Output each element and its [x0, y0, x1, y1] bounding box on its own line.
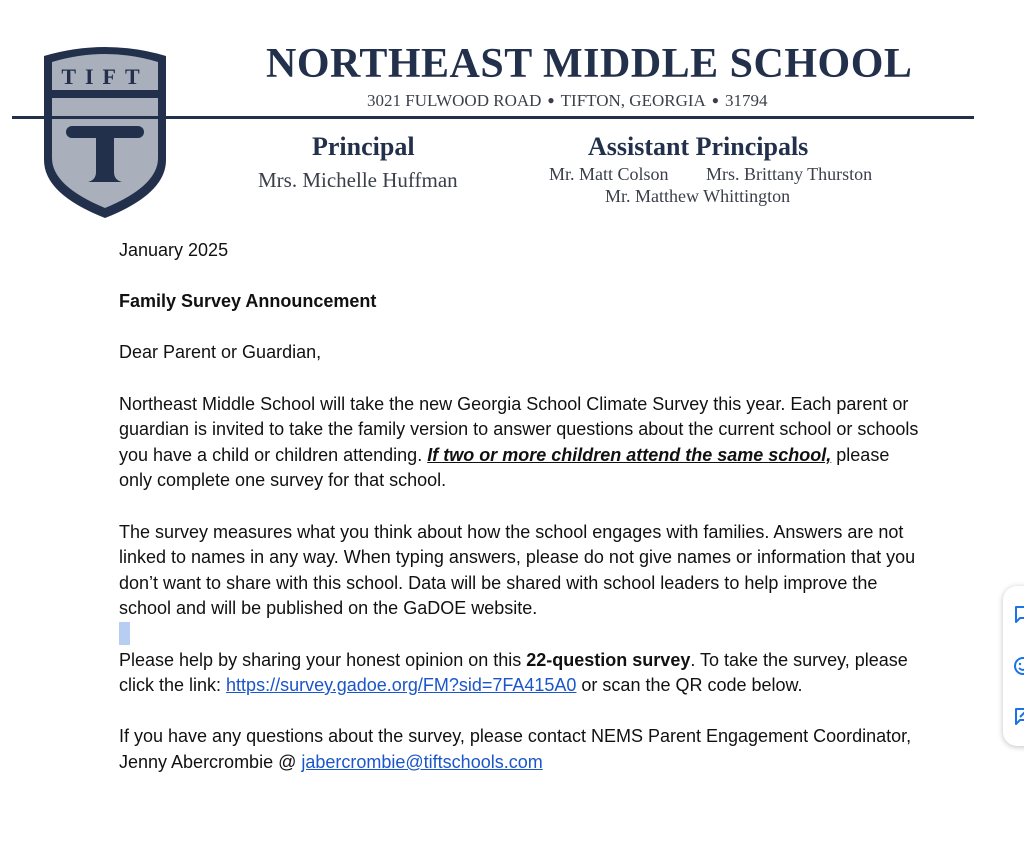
paragraph-text: If you have any questions about the survey, please contact NEMS Parent Engagement Coordinator, Jenny Abercrombie @ [119, 726, 912, 772]
text-selection-cursor [119, 622, 130, 645]
paragraph-text: Please help by sharing your honest opinion on this [119, 649, 527, 670]
paragraph-text: . To take the survey, please click the link: [119, 649, 908, 696]
assistant-principal-name: Mr. Matt Colson [549, 164, 669, 184]
letterhead-divider [12, 116, 974, 119]
principal-name: Mrs. Michelle Huffman [258, 168, 458, 192]
text-cursor-line[interactable] [119, 622, 919, 648]
address-street: 3021 FULWOOD ROAD [367, 91, 542, 110]
paragraph-text: Northeast Middle School will take the new Georgia School Climate Survey this year. Each parent or guardian is invited to take the family version to answer questions about the current school or schools you have a child or children attending. [119, 393, 919, 465]
paragraph-survey-privacy: The survey measures what you think about how the school engages with families. Answers are not linked to names in any way. When typing answers, please do not give names or information that you don’t want to share with this school. Data will be shared with school leaders to help improve the school and will be published on the GaDOE website. [119, 521, 916, 619]
school-name: NORTHEAST MIDDLE SCHOOL [266, 41, 913, 87]
emoji-icon[interactable] [1013, 656, 1024, 676]
letter-date: January 2025 [119, 240, 229, 260]
letter-greeting: Dear Parent or Guardian, [119, 342, 322, 363]
principal-title: Principal [312, 132, 415, 161]
address-zip: 31794 [725, 91, 768, 110]
address-city: TIFTON, GEORGIA [560, 91, 706, 110]
school-address: 3021 FULWOOD ROAD ● TIFTON, GEORGIA ● 31794 [367, 91, 768, 110]
paragraph-text: or scan the QR code below. [576, 675, 803, 696]
assistant-principal-name: Mrs. Brittany Thurston [706, 164, 873, 184]
survey-length-text: 22-question survey [526, 649, 691, 670]
add-comment-icon[interactable] [1013, 604, 1024, 624]
survey-link[interactable]: https://survey.gadoe.org/FM?sid=7FA415A0 [226, 675, 577, 696]
letterhead [0, 0, 1024, 230]
paragraph-text: please only complete one survey for that school. [119, 444, 890, 491]
paragraph-survey-link [119, 648, 919, 699]
paragraph-survey-intro [119, 392, 919, 494]
paragraph-contact [119, 724, 919, 775]
letter-body [119, 238, 919, 801]
letter-subject: Family Survey Announcement [119, 291, 377, 312]
contact-email-link[interactable]: jabercrombie@tiftschools.com [301, 751, 543, 772]
shield-text: TIFT [61, 64, 149, 89]
assistant-principal-name: Mr. Matthew Whittington [605, 186, 791, 206]
suggest-edit-icon[interactable] [1013, 706, 1024, 726]
emphasis-text: If two or more children attend the same school, [427, 444, 832, 465]
assistant-principals-title: Assistant Principals [588, 132, 809, 161]
side-action-panel [1003, 586, 1024, 746]
